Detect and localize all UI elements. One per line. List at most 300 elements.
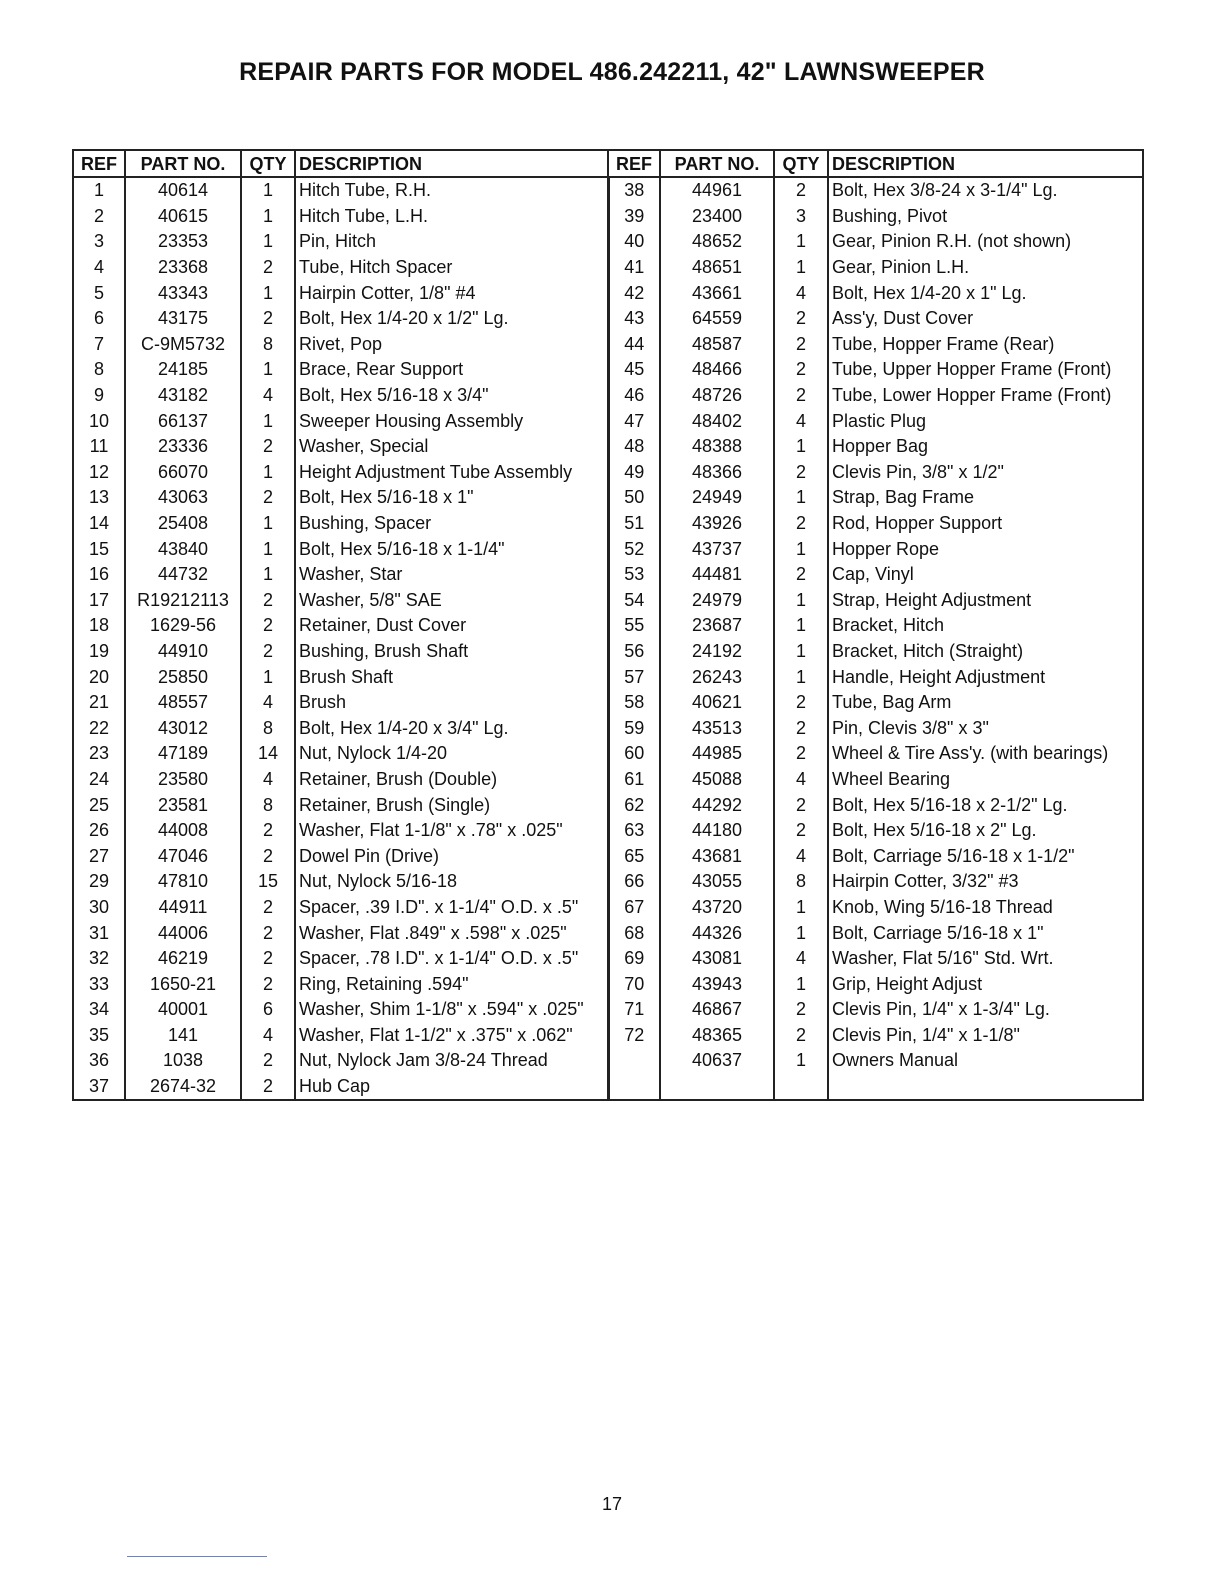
ref-cell: 71 (608, 997, 660, 1023)
part-number-cell (660, 1074, 774, 1101)
quantity-cell: 2 (241, 895, 295, 921)
table-row (73, 1023, 1143, 1049)
part-number-cell: 43720 (660, 895, 774, 921)
quantity-cell: 1 (774, 613, 828, 639)
description-cell: Owners Manual (828, 1048, 1143, 1074)
quantity-cell: 15 (241, 869, 295, 895)
header-part-no: PART NO. (125, 150, 241, 177)
quantity-cell: 1 (774, 485, 828, 511)
quantity-cell: 1 (774, 971, 828, 997)
ref-cell: 57 (608, 664, 660, 690)
table-row (73, 255, 1143, 281)
part-number-cell: 25408 (125, 511, 241, 537)
part-number-cell: 46867 (660, 997, 774, 1023)
ref-cell: 32 (73, 946, 125, 972)
ref-cell: 72 (608, 1023, 660, 1049)
part-number-cell: 1038 (125, 1048, 241, 1074)
description-cell: Bolt, Hex 1/4-20 x 1/2" Lg. (295, 306, 608, 332)
ref-cell: 58 (608, 690, 660, 716)
description-cell: Washer, Flat 5/16" Std. Wrt. (828, 946, 1143, 972)
part-number-cell: 40615 (125, 204, 241, 230)
ref-cell: 3 (73, 229, 125, 255)
ref-cell: 52 (608, 536, 660, 562)
description-cell: Hitch Tube, R.H. (295, 177, 608, 204)
ref-cell: 19 (73, 639, 125, 665)
part-number-cell: 48726 (660, 383, 774, 409)
ref-cell: 11 (73, 434, 125, 460)
description-cell: Bushing, Brush Shaft (295, 639, 608, 665)
ref-cell: 14 (73, 511, 125, 537)
header-part-no: PART NO. (660, 150, 774, 177)
repair-parts-table (72, 149, 1144, 1101)
description-cell: Bolt, Hex 5/16-18 x 2-1/2" Lg. (828, 792, 1143, 818)
quantity-cell: 6 (241, 997, 295, 1023)
part-number-cell: 48365 (660, 1023, 774, 1049)
quantity-cell: 2 (774, 997, 828, 1023)
part-number-cell: 43343 (125, 280, 241, 306)
part-number-cell: 43081 (660, 946, 774, 972)
ref-cell: 55 (608, 613, 660, 639)
quantity-cell: 1 (774, 255, 828, 281)
quantity-cell (774, 1074, 828, 1101)
quantity-cell: 2 (241, 843, 295, 869)
ref-cell: 51 (608, 511, 660, 537)
description-cell: Hopper Bag (828, 434, 1143, 460)
description-cell: Dowel Pin (Drive) (295, 843, 608, 869)
table-row (73, 690, 1143, 716)
quantity-cell: 4 (774, 767, 828, 793)
ref-cell: 18 (73, 613, 125, 639)
quantity-cell: 4 (774, 408, 828, 434)
description-cell: Bolt, Carriage 5/16-18 x 1-1/2" (828, 843, 1143, 869)
ref-cell: 69 (608, 946, 660, 972)
description-cell: Pin, Clevis 3/8" x 3" (828, 715, 1143, 741)
ref-cell: 26 (73, 818, 125, 844)
part-number-cell: 44481 (660, 562, 774, 588)
header-ref: REF (608, 150, 660, 177)
table-row (73, 204, 1143, 230)
table-row (73, 1074, 1143, 1101)
description-cell: Clevis Pin, 1/4" x 1-1/8" (828, 1023, 1143, 1049)
ref-cell: 59 (608, 715, 660, 741)
quantity-cell: 1 (774, 1048, 828, 1074)
description-cell (828, 1074, 1143, 1101)
part-number-cell: 43182 (125, 383, 241, 409)
description-cell: Bolt, Hex 5/16-18 x 1" (295, 485, 608, 511)
quantity-cell: 4 (774, 280, 828, 306)
ref-cell: 22 (73, 715, 125, 741)
ref-cell: 12 (73, 460, 125, 486)
ref-cell: 47 (608, 408, 660, 434)
quantity-cell: 1 (774, 229, 828, 255)
part-number-cell: 44961 (660, 177, 774, 204)
ref-cell: 62 (608, 792, 660, 818)
description-cell: Knob, Wing 5/16-18 Thread (828, 895, 1143, 921)
part-number-cell: 45088 (660, 767, 774, 793)
ref-cell: 53 (608, 562, 660, 588)
description-cell: Rod, Hopper Support (828, 511, 1143, 537)
quantity-cell: 1 (241, 357, 295, 383)
quantity-cell: 2 (774, 792, 828, 818)
ref-cell: 34 (73, 997, 125, 1023)
quantity-cell: 1 (774, 639, 828, 665)
ref-cell: 40 (608, 229, 660, 255)
part-number-cell: 23400 (660, 204, 774, 230)
table-row (73, 460, 1143, 486)
quantity-cell: 2 (774, 306, 828, 332)
table-row (73, 332, 1143, 358)
ref-cell: 8 (73, 357, 125, 383)
table-row (73, 741, 1143, 767)
quantity-cell: 1 (241, 204, 295, 230)
part-number-cell: 43012 (125, 715, 241, 741)
part-number-cell: 24192 (660, 639, 774, 665)
quantity-cell: 2 (774, 177, 828, 204)
description-cell: Hopper Rope (828, 536, 1143, 562)
ref-cell: 25 (73, 792, 125, 818)
part-number-cell: 43513 (660, 715, 774, 741)
description-cell: Washer, Star (295, 562, 608, 588)
table-row (73, 562, 1143, 588)
ref-cell: 63 (608, 818, 660, 844)
quantity-cell: 2 (241, 485, 295, 511)
quantity-cell: 2 (774, 715, 828, 741)
table-row (73, 997, 1143, 1023)
ref-cell: 6 (73, 306, 125, 332)
quantity-cell: 2 (774, 562, 828, 588)
table-row (73, 818, 1143, 844)
quantity-cell: 2 (241, 639, 295, 665)
table-row (73, 229, 1143, 255)
table-row (73, 306, 1143, 332)
table-row (73, 434, 1143, 460)
ref-cell: 5 (73, 280, 125, 306)
description-cell: Bolt, Hex 1/4-20 x 3/4" Lg. (295, 715, 608, 741)
ref-cell: 33 (73, 971, 125, 997)
table-row (73, 383, 1143, 409)
part-number-cell: 44910 (125, 639, 241, 665)
table-row (73, 357, 1143, 383)
ref-cell: 4 (73, 255, 125, 281)
part-number-cell: 25850 (125, 664, 241, 690)
ref-cell: 36 (73, 1048, 125, 1074)
description-cell: Bolt, Hex 5/16-18 x 2" Lg. (828, 818, 1143, 844)
quantity-cell: 8 (241, 332, 295, 358)
ref-cell: 60 (608, 741, 660, 767)
description-cell: Strap, Bag Frame (828, 485, 1143, 511)
description-cell: Gear, Pinion L.H. (828, 255, 1143, 281)
description-cell: Cap, Vinyl (828, 562, 1143, 588)
table-row (73, 792, 1143, 818)
quantity-cell: 1 (241, 408, 295, 434)
ref-cell: 38 (608, 177, 660, 204)
quantity-cell: 4 (241, 383, 295, 409)
quantity-cell: 1 (241, 511, 295, 537)
description-cell: Retainer, Brush (Double) (295, 767, 608, 793)
page-number: 17 (601, 1494, 623, 1514)
part-number-cell: 24185 (125, 357, 241, 383)
part-number-cell: 47189 (125, 741, 241, 767)
part-number-cell: 40637 (660, 1048, 774, 1074)
part-number-cell: 64559 (660, 306, 774, 332)
quantity-cell: 4 (241, 767, 295, 793)
description-cell: Pin, Hitch (295, 229, 608, 255)
quantity-cell: 2 (774, 741, 828, 767)
part-number-cell: 44180 (660, 818, 774, 844)
description-cell: Retainer, Dust Cover (295, 613, 608, 639)
part-number-cell: 26243 (660, 664, 774, 690)
part-number-cell: 141 (125, 1023, 241, 1049)
quantity-cell: 2 (241, 946, 295, 972)
header-qty: QTY (774, 150, 828, 177)
ref-cell: 37 (73, 1074, 125, 1101)
description-cell: Bolt, Hex 3/8-24 x 3-1/4" Lg. (828, 177, 1143, 204)
part-number-cell: 48557 (125, 690, 241, 716)
description-cell: Washer, Shim 1-1/8" x .594" x .025" (295, 997, 608, 1023)
description-cell: Sweeper Housing Assembly (295, 408, 608, 434)
quantity-cell: 1 (241, 280, 295, 306)
part-number-cell: 47810 (125, 869, 241, 895)
part-number-cell: 24979 (660, 588, 774, 614)
description-cell: Wheel Bearing (828, 767, 1143, 793)
ref-cell: 13 (73, 485, 125, 511)
quantity-cell: 1 (241, 562, 295, 588)
ref-cell: 30 (73, 895, 125, 921)
table-row (73, 715, 1143, 741)
description-cell: Bushing, Spacer (295, 511, 608, 537)
part-number-cell: 2674-32 (125, 1074, 241, 1101)
quantity-cell: 2 (774, 818, 828, 844)
quantity-cell: 2 (241, 920, 295, 946)
table-row (73, 613, 1143, 639)
ref-cell: 41 (608, 255, 660, 281)
ref-cell: 44 (608, 332, 660, 358)
description-cell: Nut, Nylock 5/16-18 (295, 869, 608, 895)
quantity-cell: 2 (241, 971, 295, 997)
description-cell: Washer, Flat 1-1/8" x .78" x .025" (295, 818, 608, 844)
part-number-cell: 44008 (125, 818, 241, 844)
ref-cell: 48 (608, 434, 660, 460)
part-number-cell: 43661 (660, 280, 774, 306)
quantity-cell: 2 (241, 1048, 295, 1074)
part-number-cell: 40621 (660, 690, 774, 716)
quantity-cell: 2 (774, 332, 828, 358)
quantity-cell: 2 (774, 1023, 828, 1049)
ref-cell: 66 (608, 869, 660, 895)
quantity-cell: 1 (241, 229, 295, 255)
quantity-cell: 2 (241, 1074, 295, 1101)
quantity-cell: 2 (774, 511, 828, 537)
description-cell: Clevis Pin, 3/8" x 1/2" (828, 460, 1143, 486)
table-row (73, 280, 1143, 306)
description-cell: Bolt, Hex 1/4-20 x 1" Lg. (828, 280, 1143, 306)
part-number-cell: 44006 (125, 920, 241, 946)
description-cell: Ring, Retaining .594" (295, 971, 608, 997)
description-cell: Hairpin Cotter, 1/8" #4 (295, 280, 608, 306)
part-number-cell: C-9M5732 (125, 332, 241, 358)
part-number-cell: 66070 (125, 460, 241, 486)
ref-cell: 23 (73, 741, 125, 767)
table-row (73, 485, 1143, 511)
part-number-cell: 23580 (125, 767, 241, 793)
ref-cell: 45 (608, 357, 660, 383)
description-cell: Tube, Hopper Frame (Rear) (828, 332, 1143, 358)
quantity-cell: 2 (241, 818, 295, 844)
quantity-cell: 2 (774, 460, 828, 486)
description-cell: Washer, 5/8" SAE (295, 588, 608, 614)
part-number-cell: 23581 (125, 792, 241, 818)
description-cell: Plastic Plug (828, 408, 1143, 434)
description-cell: Brush (295, 690, 608, 716)
ref-cell (608, 1074, 660, 1101)
part-number-cell: 43175 (125, 306, 241, 332)
table-row (73, 920, 1143, 946)
quantity-cell: 4 (241, 690, 295, 716)
quantity-cell: 1 (241, 460, 295, 486)
part-number-cell: 48652 (660, 229, 774, 255)
table-row (73, 1048, 1143, 1074)
part-number-cell: 43681 (660, 843, 774, 869)
part-number-cell: 48402 (660, 408, 774, 434)
table-header-row (73, 150, 1143, 177)
table-row (73, 536, 1143, 562)
quantity-cell: 1 (774, 588, 828, 614)
quantity-cell: 1 (774, 920, 828, 946)
ref-cell: 49 (608, 460, 660, 486)
part-number-cell: 43943 (660, 971, 774, 997)
quantity-cell: 2 (241, 306, 295, 332)
part-number-cell: 44985 (660, 741, 774, 767)
part-number-cell: 43737 (660, 536, 774, 562)
quantity-cell: 1 (774, 895, 828, 921)
description-cell: Ass'y, Dust Cover (828, 306, 1143, 332)
description-cell: Nut, Nylock Jam 3/8-24 Thread (295, 1048, 608, 1074)
part-number-cell: R19212113 (125, 588, 241, 614)
quantity-cell: 8 (241, 715, 295, 741)
ref-cell: 43 (608, 306, 660, 332)
description-cell: Bolt, Hex 5/16-18 x 3/4" (295, 383, 608, 409)
description-cell: Strap, Height Adjustment (828, 588, 1143, 614)
part-number-cell: 43840 (125, 536, 241, 562)
table-row (73, 588, 1143, 614)
description-cell: Bracket, Hitch (828, 613, 1143, 639)
part-number-cell: 48388 (660, 434, 774, 460)
description-cell: Wheel & Tire Ass'y. (with bearings) (828, 741, 1143, 767)
quantity-cell: 2 (774, 357, 828, 383)
header-ref: REF (73, 150, 125, 177)
ref-cell: 10 (73, 408, 125, 434)
ref-cell: 61 (608, 767, 660, 793)
part-number-cell: 44326 (660, 920, 774, 946)
parts-table-body (73, 177, 1143, 1100)
header-description: DESCRIPTION (828, 150, 1143, 177)
description-cell: Gear, Pinion R.H. (not shown) (828, 229, 1143, 255)
ref-cell (608, 1048, 660, 1074)
description-cell: Bracket, Hitch (Straight) (828, 639, 1143, 665)
ref-cell: 24 (73, 767, 125, 793)
description-cell: Brace, Rear Support (295, 357, 608, 383)
quantity-cell: 2 (241, 255, 295, 281)
ref-cell: 29 (73, 869, 125, 895)
footer-rule (127, 1556, 267, 1557)
description-cell: Hitch Tube, L.H. (295, 204, 608, 230)
ref-cell: 42 (608, 280, 660, 306)
ref-cell: 15 (73, 536, 125, 562)
description-cell: Bolt, Carriage 5/16-18 x 1" (828, 920, 1143, 946)
quantity-cell: 1 (241, 177, 295, 204)
description-cell: Hairpin Cotter, 3/32" #3 (828, 869, 1143, 895)
quantity-cell: 14 (241, 741, 295, 767)
ref-cell: 39 (608, 204, 660, 230)
description-cell: Tube, Hitch Spacer (295, 255, 608, 281)
table-row (73, 639, 1143, 665)
ref-cell: 27 (73, 843, 125, 869)
part-number-cell: 23687 (660, 613, 774, 639)
table-row (73, 895, 1143, 921)
ref-cell: 2 (73, 204, 125, 230)
quantity-cell: 8 (774, 869, 828, 895)
description-cell: Brush Shaft (295, 664, 608, 690)
description-cell: Bolt, Hex 5/16-18 x 1-1/4" (295, 536, 608, 562)
description-cell: Tube, Bag Arm (828, 690, 1143, 716)
description-cell: Hub Cap (295, 1074, 608, 1101)
ref-cell: 67 (608, 895, 660, 921)
table-row (73, 511, 1143, 537)
part-number-cell: 1650-21 (125, 971, 241, 997)
part-number-cell: 47046 (125, 843, 241, 869)
ref-cell: 7 (73, 332, 125, 358)
quantity-cell: 2 (241, 434, 295, 460)
quantity-cell: 1 (774, 664, 828, 690)
description-cell: Tube, Upper Hopper Frame (Front) (828, 357, 1143, 383)
part-number-cell: 44911 (125, 895, 241, 921)
header-description: DESCRIPTION (295, 150, 608, 177)
description-cell: Tube, Lower Hopper Frame (Front) (828, 383, 1143, 409)
ref-cell: 56 (608, 639, 660, 665)
part-number-cell: 48651 (660, 255, 774, 281)
quantity-cell: 1 (774, 434, 828, 460)
quantity-cell: 2 (241, 613, 295, 639)
part-number-cell: 23368 (125, 255, 241, 281)
ref-cell: 16 (73, 562, 125, 588)
quantity-cell: 2 (241, 588, 295, 614)
part-number-cell: 1629-56 (125, 613, 241, 639)
part-number-cell: 23353 (125, 229, 241, 255)
ref-cell: 46 (608, 383, 660, 409)
quantity-cell: 3 (774, 204, 828, 230)
ref-cell: 54 (608, 588, 660, 614)
description-cell: Clevis Pin, 1/4" x 1-3/4" Lg. (828, 997, 1143, 1023)
description-cell: Rivet, Pop (295, 332, 608, 358)
quantity-cell: 1 (774, 536, 828, 562)
ref-cell: 1 (73, 177, 125, 204)
ref-cell: 65 (608, 843, 660, 869)
part-number-cell: 44732 (125, 562, 241, 588)
ref-cell: 17 (73, 588, 125, 614)
part-number-cell: 43926 (660, 511, 774, 537)
part-number-cell: 48466 (660, 357, 774, 383)
table-row (73, 946, 1143, 972)
description-cell: Washer, Flat .849" x .598" x .025" (295, 920, 608, 946)
description-cell: Retainer, Brush (Single) (295, 792, 608, 818)
quantity-cell: 4 (774, 946, 828, 972)
description-cell: Washer, Special (295, 434, 608, 460)
quantity-cell: 2 (774, 690, 828, 716)
part-number-cell: 66137 (125, 408, 241, 434)
table-row (73, 408, 1143, 434)
table-row (73, 971, 1143, 997)
table-row (73, 767, 1143, 793)
